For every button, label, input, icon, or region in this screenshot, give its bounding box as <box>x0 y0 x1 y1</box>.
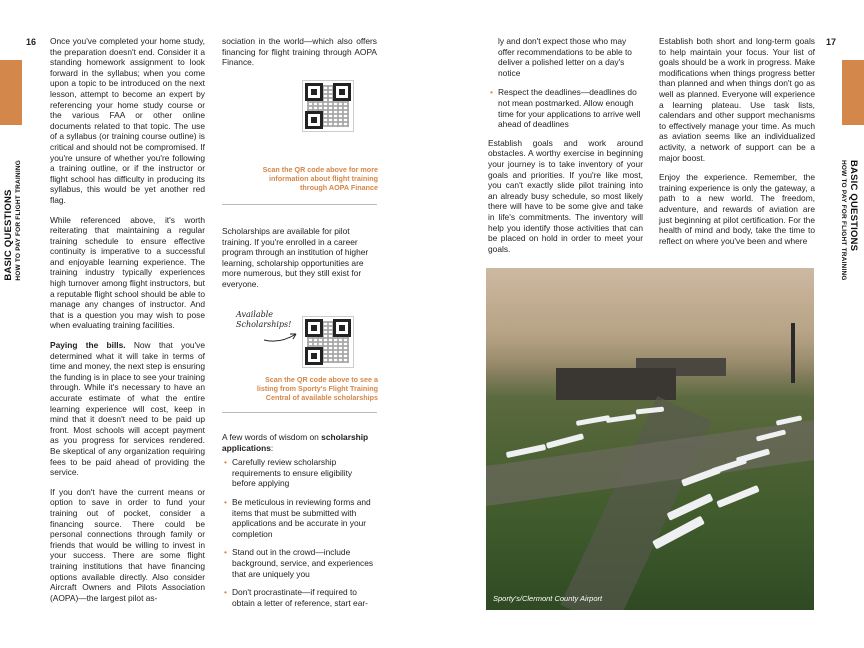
column-4 <box>659 36 815 255</box>
arrow-icon <box>262 326 302 346</box>
list-item: • Respect the deadlines—deadlines do not mean postmarked. Allow enough time for your applications to arrive well ahead of deadlines <box>488 87 643 129</box>
column-1 <box>50 36 205 603</box>
list-item: • Carefully review scholarship requirements to ensure eligibility before applying <box>222 457 377 489</box>
side-label-title: BASIC QUESTIONS <box>3 189 14 281</box>
list-item: • Be meticulous in reviewing forms and items that must be submitted with applications and be accurate in your completion <box>222 497 377 539</box>
paragraph: A few words of wisdom on scholarship applications: <box>222 432 369 453</box>
section-tab-left <box>0 60 22 125</box>
side-label-title: BASIC QUESTIONS <box>848 160 859 252</box>
paragraph: Paying the bills. Now that you've determined what it will take in terms of time and money, the next step is ensuring the funding is in place to see your training through. While it's necessary to have an accurate estimate of what the entire learning experience will cost, keep in mind that it doesn't need to be paid up front. Most schools will accept payment as you progress for services rendered. Be skeptical of any organization requiring fees to be paid ahead of providing the service. <box>50 340 205 478</box>
side-label-left <box>4 160 24 281</box>
side-label-subtitle: HOW TO PAY FOR FLIGHT TRAINING <box>15 160 22 281</box>
list-item: • Don't procrastinate—if required to obtain a letter of reference, start ear- <box>222 587 377 608</box>
page-number-right: 17 <box>826 37 837 47</box>
side-label-subtitle: HOW TO PAY FOR FLIGHT TRAINING <box>840 160 847 281</box>
section-tab-right <box>842 60 864 125</box>
paragraph: sociation in the world—which also offers financing for flight training through AOPA Finance. <box>222 36 377 68</box>
paragraph: ly and don't expect those who may offer recommendations to be able to deliver a polished letter on a day's notice <box>498 36 632 78</box>
paragraph: Scholarships are available for pilot training. If you're enrolled in a career program through an institution of higher learning, scholarship opportunities are more numerous, but they still exist for everyone. <box>222 226 369 289</box>
paragraph: Enjoy the experience. Remember, the training experience is only the gateway, a path to a new world. The freedom, adventure, and rewards of aviation are just beginning at pilot certification. For the health of mind and body, take the time to reflect on where you've been and where <box>659 172 815 246</box>
airport-photo <box>486 268 814 610</box>
list-item: • Stand out in the crowd—include background, service, and experiences that are uniquely you <box>222 547 377 579</box>
handwritten-note: Available Scholarships! <box>236 310 292 329</box>
divider <box>222 412 377 413</box>
deadline-list <box>488 87 643 129</box>
column-2-scholarships <box>222 226 377 299</box>
column-2-wisdom <box>222 432 377 608</box>
qr-code-aopa-finance[interactable] <box>302 80 354 132</box>
side-label-right <box>838 160 858 281</box>
paragraph: Establish goals and work around obstacles. A worthy exercise in beginning your journey is to take inventory of your goals and priorities. If you're like most, you can't exactly slide pilot training into an already busy schedule, so most likely there will have to be some give and take in life's commitments. The inventory will help you identify those activities that can be placed on hold in order to meet your goals. <box>488 137 643 254</box>
divider <box>222 204 377 205</box>
paragraph-lead: Paying the bills. <box>50 340 126 351</box>
scholarship-tips-list <box>222 457 377 608</box>
column-3 <box>488 36 643 263</box>
qr-caption-scholarships: Scan the QR code above to see a listing from Sporty's Flight Training Central of available scholarships <box>256 375 378 402</box>
qr-code-scholarships[interactable] <box>302 316 354 368</box>
photo-caption: Sporty's/Clermont County Airport <box>493 594 603 603</box>
page-number-left: 16 <box>26 37 37 47</box>
column-2 <box>222 36 377 77</box>
paragraph: Once you've completed your home study, the preparation doesn't end. Consider it a standing homework assignment to look forward in the syllabus; when you come upon a topic to be introduced on the next lesson, attempt to become an expert by referencing your home study course or the various FAA or other online documents related to that topic. The use of a syllabus (or training course outline) is critical and should not be compromised. If you're unsure of whether you're following a training outline, or if the instructor or flight school has difficulty in producing its syllabus, this would be yet another red flag. <box>50 36 205 205</box>
paragraph: While referenced above, it's worth reiterating that maintaining a regular training schedule to ensure effective continuity is imperative to a successful and enjoyable learning experience. The training industry typically experiences high turnover among flight instructors, but a reputable flight school should be able to manage any changes of instructor. And that is a question you may wish to pose when evaluating training facilities. <box>50 214 205 331</box>
paragraph: Establish both short and long-term goals to help maintain your focus. Your list of goals should be a work in progress. Make modifications when things progress better than planned and when things don't go as well as planned. Everyone will experience a learning plateau. Use task lists, calendars and other support mechanisms to effectively manage your time. As much as aviation seems like an individualized activity, a network of support can be a major boost. <box>659 36 815 163</box>
paragraph: If you don't have the current means or option to save in order to fund your training out of pocket, consider a financing source. There could be personal connections through family or friends that would be willing to invest in your success. There are some flight training institutions that have financing options available directly. Also consider Aircraft Owners and Pilots Association (AOPA)—the largest pilot as- <box>50 486 205 603</box>
qr-caption-aopa: Scan the QR code above for more information about flight training through AOPA Finance <box>262 165 378 192</box>
